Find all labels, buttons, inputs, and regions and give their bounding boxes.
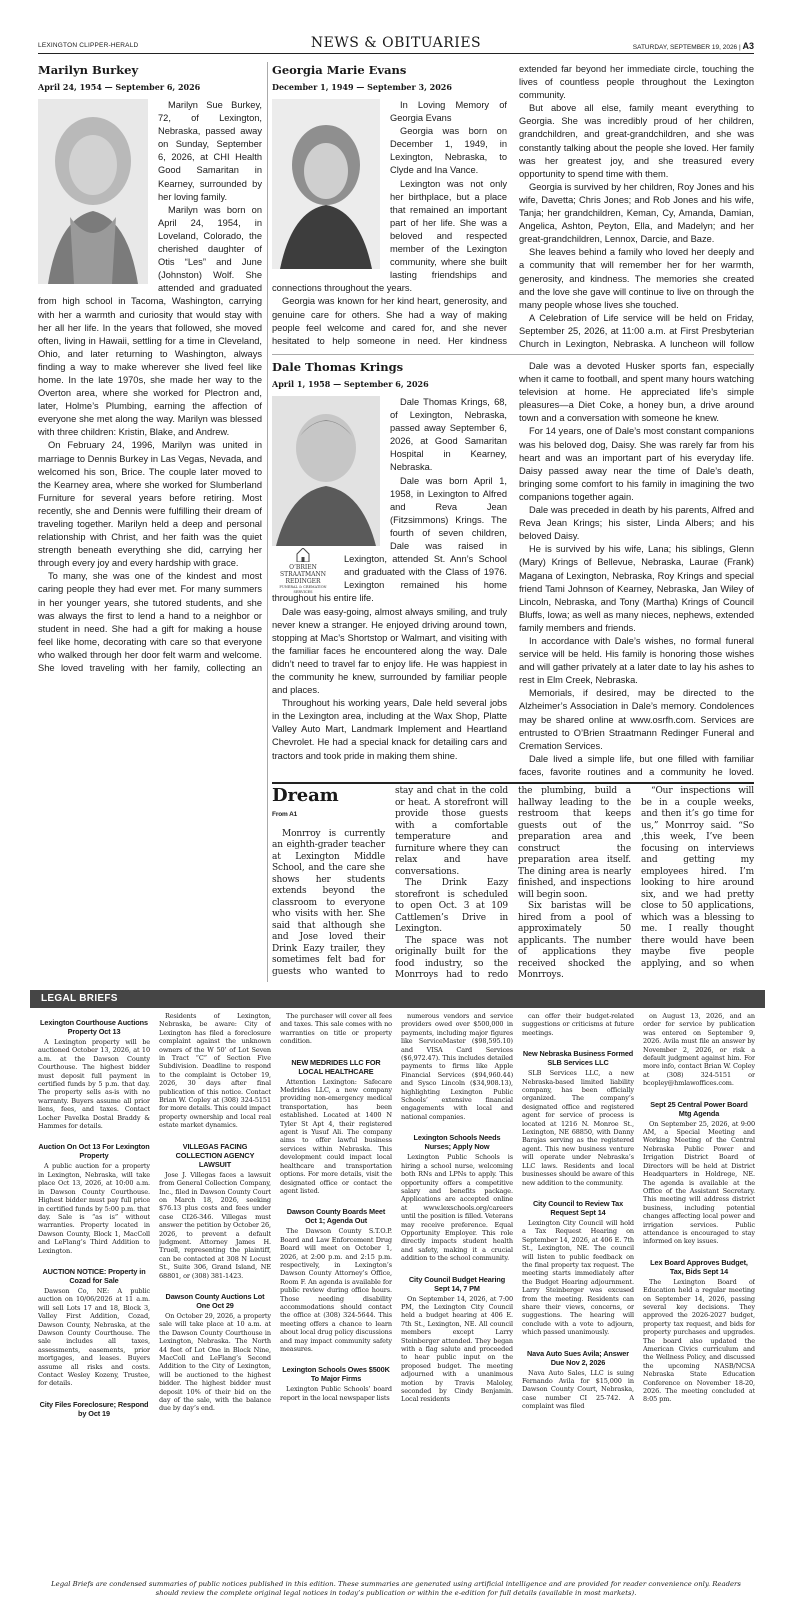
legal-brief-title: Lexington Courthouse Auctions Property Oct 13 [40,1018,148,1036]
legal-brief [643,1100,755,1246]
legal-brief [522,1349,634,1411]
obit-paragraph: For 14 years, one of Dale’s most constant companions was his beloved dog, Daisy. She was rarely far from his heart and was an important part of his everyday life. Daisy passed away near the time of Dale’s death, bringing some comfort to his family in imagining the two companions together again. [519,426,754,502]
legal-brief-text: On September 25, 2026, at 9:00 AM, a Special Meeting and Working Meeting of the Central Nebraska Public Power and Irrigation District Board of Directors will be held at District Headquarters in Holdrege, NE. The agenda is available at the Office of the Assistant Secretary. This meeting will address district business, including potential changes affecting local power and irrigation services. Public attendance is encouraged to stay informed on key issues. [643,1119,755,1246]
legal-brief-title: Lexington Schools Needs Nurses; Apply Now [413,1133,501,1152]
legal-brief [643,1012,755,1088]
legal-brief-title: City Council Budget Hearing Sept 14, 7 PM [408,1274,506,1293]
obituary-dates: April 1, 1958 — September 6, 2026 [272,379,429,389]
story-jump-line: From A1 [272,811,298,818]
legal-brief-title: Auction On Oct 13 For Lexington Property [38,1142,150,1161]
obituary-name: Marilyn Burkey [38,63,139,77]
obit-paragraph: Dale was a devoted Husker sports fan, especially when it came to football, and spent many hours watching television at home. He appreciated life’s simple pleasures—a Diet Coke, a honey bun, a drive around town and a conversation with someone he knew. [519,361,754,424]
obituary-dates: December 1, 1949 — September 3, 2026 [272,82,452,92]
legal-brief-title: Dawson County Auctions Lot One Oct 29 [165,1291,265,1310]
legal-brief [38,1400,150,1418]
obit-paragraph: Georgia is survived by her children, Roy Jones and his wife, Davetta; Chris Jones; and Rob Jones and his wife, Tanja; her grandchildren, Keman, Cy, Amanda, Damian, Angelica, Ashton, Peyton, Ella, and Madelyn; and her great-grandchildren, Lennox, Darcie, and Baze. [519,181,754,245]
legal-brief [643,1258,755,1404]
chapel-icon [295,548,311,562]
column-rule [267,62,268,982]
legal-brief-text: The Dawson County S.T.O.P. Board and Law Enforcement Drug Board will meet on October 1, 2026, at 2:00 p.m. and 2:15 p.m. respectively, in Lexington’s Dawson County Attorney’s Office, Room F. An agenda is available for public review during office hours. Those needing disability accommodations should contact the office at (308) 324-5644. This meeting offers a chance to learn about local drug policy discussions and may impact community safety measures. [280,1227,392,1353]
legal-brief-title: AUCTION NOTICE: Property in Cozad for Sale [42,1266,146,1285]
legal-brief [38,1018,150,1130]
section-title: NEWS & OBITUARIES [310,35,482,51]
legal-brief-text: A Lexington property will be auctioned October 13, 2026, at 10 a.m. at the Dawson County Courthouse. The highest bidder must deposit full payment in certified funds by 5 p.m. that day. The property sells as-is with no warranty. Buyers assume all prior liens, fees, and taxes. Contact Locher Pavelka Dostal Braddy & Hammes for details. [38,1038,150,1131]
obit-paragraph: Dale was born April 1, 1958, in Lexington to Alfred and Reva Jean (Fitzsimmons) Krings. The fourth of seven children, Dale was raised in Lexington, attended St. Ann’s School and graduated with the Class of 1976. Lexington remained his home throughout his entire life. [272,475,507,604]
story-paragraph: Six baristas will be hired from a pool of approximately 50 applicants. The number of applications they received shocked the Monrroys. [518,901,631,980]
legal-brief [159,1292,271,1413]
legal-brief-text: On October 29, 2026, a property sale will take place at 10 a.m. at the Dawson County Courthouse in Lexington, Nebraska. The North 44 feet of Lot One in Block Nine, MacColl and LeFlang’s Second Addition to the City of Lexington, will be auctioned to the highest bidder. The highest bidder must deposit 10% of their bid on the day of the sale, with the balance due by day’s end. [159,1311,271,1413]
logo-subtext: FUNERAL & CREMATION SERVICES [279,585,327,594]
legal-brief [401,1133,513,1262]
legal-brief [522,1012,634,1037]
obit-paragraph: She leaves behind a family who loved her deeply and a community that will remember her for her warmth, generosity, and kindness. The memories she created and the love she gave will continue to live on through the many people whose lives she touched. [519,247,754,310]
obit-paragraph: Memorials, if desired, may be directed to the Alzheimer’s Association in Dale’s memory. Condolences may be shared online at www.osrfh.com. Services are entrusted to O’Brien Straatmann Redinger Funeral and Cremation Services. [519,688,754,751]
obituary-name: Dale Thomas Krings [272,360,404,374]
legal-brief-text: on August 13, 2026, and an order for service by publication was entered on September 9, 2026. Avila must file an answer by November 2, 2026, or risk a default judgment against him. For more info, contact Brian W. Copley at (308) 324-5151 or bcopley@hmlawoffices.com. [643,1012,755,1088]
legal-brief-text: The purchaser will cover all fees and taxes. This sale comes with no warranties on title or property condition. [280,1012,392,1046]
legal-column [522,1012,634,1578]
legal-brief [280,1058,392,1196]
legal-brief-title: Nava Auto Sues Avila; Answer Due Nov 2, 2026 [527,1348,629,1367]
page-number: A3 [742,41,754,51]
legal-column [401,1012,513,1578]
legal-brief [280,1012,392,1046]
legal-brief-title: Dawson County Boards Meet Oct 1; Agenda Out [286,1207,386,1226]
legal-brief-title: City Files Foreclosure; Respond by Oct 19 [39,1399,149,1418]
obituary-name: Georgia Marie Evans [272,63,407,77]
obit-paragraph: Georgia was born on December 1, 1949, in Lexington, Nebraska, to Clyde and Ina Vance. [390,126,507,176]
obit-paragraph: Throughout his working years, Dale held several jobs in the Lexington area, including at the Wax Shop, Platte Valley Auto Mart, Landmark Implement and Heartland Chevrolet. He had a special knack for detailing cars and tractors and took pride in making them shine. [272,698,507,761]
legal-brief [38,1142,150,1254]
obit-paragraph: Dale was preceded in death by his parents, Alfred and Reva Jean Krings; his sister, Linda Albers; and his beloved Daisy. [519,505,754,542]
obit-paragraph: In accordance with Dale’s wishes, no formal funeral service will be held. His family is honoring those wishes and will gather privately at a later date to lay his ashes to rest in Elm Creek, Nebraska. [519,635,754,686]
obit-paragraph: Dale Thomas Krings, 68, of Lexington, Nebraska, passed away September 6, 2026, at Good Samaritan Hospital in Kearney, Nebraska. [390,397,507,473]
obit-paragraph: He is survived by his wife, Lana; his siblings, Glenn (Mary) Krings of Bellevue, Nebraska, Laurae (Frank) Magana of Lexington, Nebraska, Roy Krings and special friend Tami Johnson of Kearney, Nebraska, Jan Wiley of Lincoln, Nebraska, and Tony (Martha) Krings of Council Bluffs, Iowa; as well as many nieces, nephews, extended family members and friends. [519,544,754,633]
legal-brief-text: Lexington Public Schools is hiring a school nurse, welcoming both RNs and LPNs to apply. This opportunity offers a competitive salary and benefits package. Applications are accepted online at www.lexschools.org/careers until the position is filled. Veterans may receive preference. Equal Opportunity Employer. This role directly impacts student health and safety, making it a crucial addition to the school community. [401,1153,513,1263]
portrait-photo [272,99,380,269]
legal-brief-text: SLB Services LLC, a new Nebraska-based limited liability company, has been officially organized. The company’s designated office and registered agent for service of process is located at 1216 N. Monroe St., Lexington, NE 68850, with Danny Barajas serving as the registered agent. This new business venture will operate under Nebraska’s LLC laws. Residents and local businesses should be aware of this new addition to the community. [522,1069,634,1187]
legal-briefs-banner [30,990,765,1008]
legal-brief [280,1365,392,1402]
obit-paragraph: But above all else, family meant everything to Georgia. She was incredibly proud of her children, grandchildren, and great-grandchildren, and she was constantly talking about the people she loved. Her family was her greatest joy, and she treasured every opportunity to spend time with them. [519,103,754,179]
legal-brief-text: Nava Auto Sales, LLC is suing Fernando Avila for $15,000 in Dawson County Court, Nebraska, case number CI 25-742. A complaint was filed [522,1368,634,1411]
issue-date: SATURDAY, SEPTEMBER 19, 2026 [632,44,738,51]
story-paragraph: Monrroy is currently an eighth-grader teacher at Lexington Middle School, and the care she shows her students extends beyond the classroom to everyone who visits with her. She said that although she and Jose loved their Drink Eazy trailer, they sometimes felt bad for guests who wanted to stay and chat in the cold or heat. A storefront will provide those guests with a comfortable temperature and furniture where they can relax and have conversations. [272,786,508,977]
obituary-dale-krings [272,360,754,780]
legal-column [280,1012,392,1578]
obit-paragraph: Marilyn Sue Burkey, 72, of Lexington, Nebraska, passed away on Sunday, September 6, 2026, at CHI Health Good Samaritan in Kearney, surrounded by her loving family. [158,100,262,202]
paper-name: LEXINGTON CLIPPER-HERALD [38,42,139,49]
obituary-marilyn-burkey [38,63,262,673]
legal-brief-text: can offer their budget-related suggestions or criticisms at future meetings. [522,1012,634,1037]
legal-brief-text: Lexington City Council will hold a Tax Request Hearing on September 14, 2026, at 406 E. 7th St., Lexington, NE. The council will listen to public feedback on the final property tax request. The meeting starts immediately after the Budget Hearing adjournment. Larry Steinberger was excused from the meeting. Residents can share their views, concerns, or suggestions. The hearing will conclude with a vote to adjourn, which passed unanimously. [522,1218,634,1337]
obit-paragraph: Georgia was known for her kind heart, generosity, and genuine care for others. She had a way of making people feel welcome and cared for, and she never hesitated to help someone in need. Her kindness extended far beyond her immediate circle, touching the lives of countless people throughout the Lexington community. [272,64,754,346]
story-paragraph: The space was not originally built for the food industry, so the Monrroys had to redo the plumbing, build a hallway leading to the restroom that keeps guests out of the preparation area and construct the preparation area itself. The dining area is nearly finished, and inspections will begin soon. [395,786,631,980]
legal-brief-text: On September 14, 2026, at 7:00 PM, the Lexington City Council held a budget hearing at 406 E. 7th St., Lexington, NE. All council members except Larry Steinberger attended. They began with a flag salute and proceeded to hear public input on the proposed budget. The meeting adjourned with a unanimous motion by Travis Maloley, seconded by Cindy Benjamin. Local residents [401,1294,513,1404]
obit-paragraph: In Loving Memory of Georgia Evans [390,100,507,124]
legal-briefs-disclaimer: Legal Briefs are condensed summaries of public notices published in this edition. These summaries are generated using artificial intelligence and are provided for reader convenience only. Readers should review the complete original legal notices in today’s publication or within the e-edition for full details (available in most markets). [51,1580,741,1597]
legal-brief [280,1207,392,1353]
story-headline: Dream [272,786,339,806]
legal-brief [522,1049,634,1187]
obit-paragraph: To many, she was one of the kindest and most caring people they had ever met. For many summers in her younger years, she tutored students, and she was always the first to lend a hand to a neighbor or student in need. She had a gift for making a house feel like home, decorating with care so that everyone who walked through her door felt warm and welcome. She loved traveling with her family, collecting an [38,571,262,673]
legal-brief [401,1275,513,1404]
obituary-georgia-evans [272,63,754,353]
legal-brief-text: Lexington Public Schools’ board report in the local newspaper lists [280,1385,392,1402]
legal-brief-title: Lexington Schools Owes $500K To Major Firms [282,1365,390,1384]
section-rule [272,354,754,355]
obit-paragraph: Dale lived a simple life, but one filled with familiar faces, favorite routines and a community he loved. [519,753,754,777]
story-paragraph: “Our inspections will be in a couple weeks, and then it’s go time for us,” Monrroy said. “So ,this week, I’ve been focusing on interviews and getting my employees hired. I’m looking to hire around six, and we had pretty close to 50 applications, which was a blessing to me. I really thought there would have been maybe five people applying, and so when [641,786,754,969]
legal-brief-text: A public auction for a property in Lexington, Nebraska, will take place Oct 13, 2026, at 10:00 a.m. in Dawson County Courthouse. Highest bidder must pay full price in certified funds by 5:00 p.m. that day. Sale is “as is” without warranties. Property located in Dawson County, Block 1, MacColl and LeFlang’s Third Addition to Lexington. [38,1162,150,1255]
funeral-home-logo [272,548,334,594]
date-and-page: SATURDAY, SEPTEMBER 19, 2026 | A3 [632,41,754,51]
legal-brief-title: New Nebraska Business Formed SLB Services LLC [522,1049,634,1068]
obit-paragraph: Dale was easy-going, almost always smiling, and truly never knew a stranger. He enjoyed driving around town, stopping at Mac’s Shortstop or Walmart, and visiting with the familiar faces he encountered along the way. Dale didn’t need to travel far to enjoy life. He was happiest in the community he knew, surrounded by familiar people and places. [272,606,507,696]
legal-brief-title: Sept 25 Central Power Board Mtg Agenda [650,1099,748,1118]
logo-text: O’BRIEN STRAATMANN REDINGER [280,564,326,585]
obituary-dates: April 24, 1954 — September 6, 2026 [38,82,201,92]
legal-column [643,1012,755,1578]
legal-brief [522,1199,634,1337]
legal-brief [159,1012,271,1130]
legal-brief-text: Jose J. Villegas faces a lawsuit from General Collection Company, Inc., filed in Dawson County Court on March 18, 2026, seeking $76.13 plus costs and fees under case CI26-346. Villegas must answer the petition by October 26, 2026, to prevent a default judgment. Attorney James H. Truell, representing the plaintiff, can be contacted at 308 N Locust St., Suite 306, Grand Island, NE 68801, or (308) 381-1423. [159,1170,271,1280]
legal-brief [159,1142,271,1280]
legal-brief-text: Dawson Co, NE: A public auction on 10/06/2026 at 11 a.m. will sell Lots 17 and 18, Block 3, Valley First Addition, Cozad, Dawson County, Nebraska, at the Dawson County Courthouse. The sale includes all taxes, assessments, easements, prior mortgages, and leases. Buyers assume all risks and costs. Contact Wesley Kozeny, Trustee, for details. [38,1286,150,1388]
portrait-photo [38,99,148,284]
legal-brief-title: NEW MEDRIDES LLC FOR LOCAL HEALTHCARE [291,1057,381,1076]
legal-column [159,1012,271,1578]
legal-brief [401,1012,513,1121]
legal-brief-text: Attention Lexington: Safecare Medrides LLC, a new company providing non-emergency medical transportation, has been established. Located at 1400 N Tyler St Apt 4, their registered agent is Yusuf Ali. The company aims to offer lawful business services within Nebraska. This development could impact local healthcare and transportation options. For more details, visit the designated office or contact the agent listed. [280,1077,392,1195]
obit-paragraph: Marilyn was born on April 24, 1954, in Loveland, Colorado, the cherished daughter of Otis “Les” and June (Johnston) Wolf. She attended and graduated from high school in Tacoma, Washington, carrying with her a warmth and curiosity that would stay with her all her life. In the years that followed, she moved often, living in Hawaii, settling for a time in Cleveland, Ohio, and later returning to Washington, always finding a way to make wherever she lived feel like home. In the late 1970s, she made her way to the Overton area, where she worked for Plectron and, later, Holme’s Plumbing, earning the affection of everyone she met along the way. Marilyn was blessed with three children: Kristin, Blake, and Andrew. [38,204,262,438]
legal-brief-title: VILLEGAS FACING COLLECTION AGENCY LAWSUIT [175,1141,255,1169]
legal-brief-title: Lex Board Approves Budget, Tax, Bids Sept 14 [650,1257,748,1276]
legal-brief [38,1267,150,1388]
page-header [38,35,754,54]
legal-brief-text: Residents of Lexington, Nebraska, be aware: City of Lexington has filed a foreclosure complaint against the unknown owners of the W 50’ of Lot Seven in Tract “C” of Section Five Subdivision. Deadline to respond to the complaint is October 19, 2026, 30 days after final publication of this notice. Contact Brian W. Copley at (308) 324-5151 for more details. This could impact property ownership and local real estate market dynamics. [159,1012,271,1130]
portrait-photo [272,396,380,546]
legal-column [38,1012,150,1578]
legal-brief-text: numerous vendors and service providers owed over $500,000 in payments, including major figures like ServiceMaster ($98,595.10) and VISA Card Services ($6,972.47). This includes detailed payments to firms like Apple Financial Services ($94,960.44) and Sysco Lincoln ($34,908.13), highlighting Lexington Public Schools’ extensive financial engagements with local and national companies. [401,1012,513,1121]
legal-brief-text: The Lexington Board of Education held a regular meeting on September 14, 2026, passing several key decisions. They approved the 2026-2027 budget, property tax request, and bids for property purchases and upgrades. The board also updated the American Civics curriculum and the Wellness Policy, and discussed the upcoming NASB/NCSA Nebraska State Education Conference on November 18-20, 2026. The meeting concluded at 8:05 pm. [643,1277,755,1404]
obit-paragraph: Lexington was not only her birthplace, but a place that remained an important part of her life. She was a beloved and respected member of the Lexington community, where she built lasting friendships and connections throughout the years. [272,178,507,294]
obit-paragraph: On February 24, 1996, Marilyn was united in marriage to Dennis Burkey in Las Vegas, Nevada, and welcomed his son, Brice. The couple later moved to the Kearney area, where she worked for Slumberland Furniture for several years before retiring. Most recently, she and Dennis were fulfilling their dream of traveling together. Marilyn held a deep and personal relationship with Christ, and her faith was the quiet strength beneath everything she did, carrying her through every joy and every hardship with grace. [38,440,262,569]
section-rule [272,782,754,784]
story-paragraph: The Drink Eazy storefront is scheduled to open Oct. 3 at 109 Cattlemen’s Drive in Lexington. [395,878,508,934]
legal-brief-title: City Council to Review Tax Request Sept 14 [532,1198,624,1217]
legal-briefs-title: LEGAL BRIEFS [41,993,118,1004]
dream-story [272,786,754,982]
obit-paragraph: A Celebration of Life service will be held on Friday, September 25, 2026, at 11:00 a.m. at First Presbyterian Church in Lexington, Nebraska. A luncheon will follow [519,312,754,349]
